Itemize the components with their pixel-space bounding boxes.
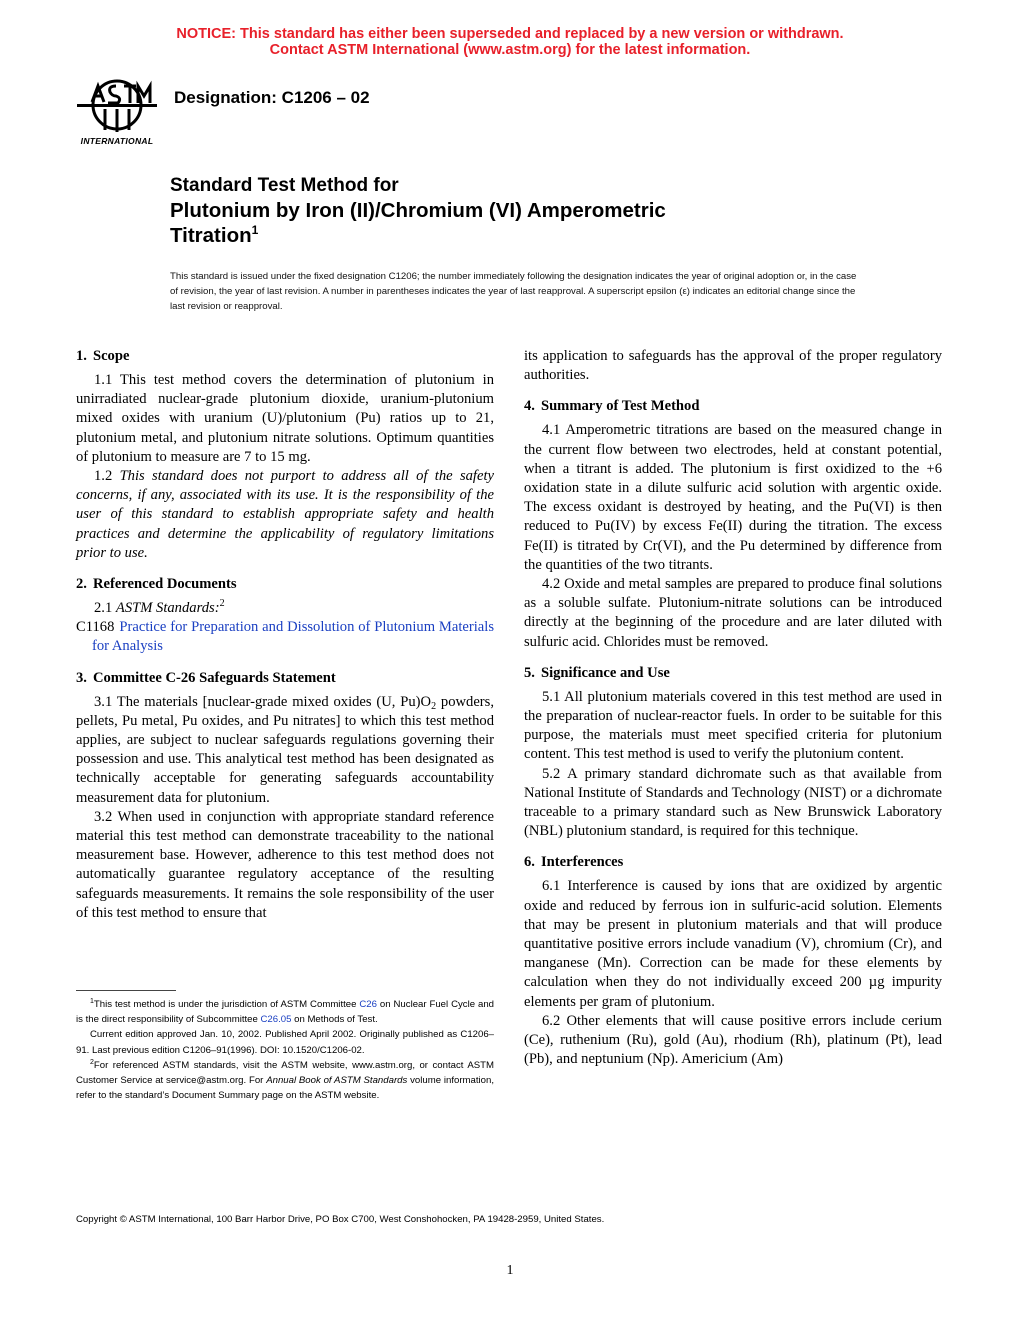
- committee-c26-link[interactable]: C26: [359, 999, 377, 1010]
- safety-caveat: This standard does not purport to address all of the safety concerns, if any, associated with its use. It is the responsibility of the user of this standard to establish appropriate safety and health practices and determine the applicability of regulatory limitations prior to use.: [76, 468, 494, 561]
- section-number: 6.: [524, 854, 535, 871]
- paragraph-3-2-continued: its application to safeguards has the approval of the proper regulatory authorities.: [524, 348, 942, 384]
- section-number: 4.: [524, 398, 535, 415]
- reference-link-c1168[interactable]: Practice for Preparation and Dissolution of Plutonium Materials for Analysis: [92, 619, 494, 655]
- reference-code: C1168: [76, 619, 115, 636]
- paragraph-5-2: 5.2 A primary standard dichromate such as that available from National Institute of Standards and Technology (NIST) or a dichromate traceable to a primary standard such as New Brunswick Laboratory (NBL) plutonium standard, is required for this technique.: [524, 765, 942, 840]
- paragraph-6-1: 6.1 Interference is caused by ions that are oxidized by argentic oxide and reduced by ferrous ion in sulfuric-acid solution. Elements that may be present in plutonium materials and that will produce quantitative positive errors include vanadium (V), chromium (Cr), and manganese (Mn). Correction can be made for these elements by calculation when they do not individually exceed 200 µg impurity elements per gram of plutonium.: [524, 878, 942, 1010]
- section-heading-summary: [524, 397, 942, 416]
- issuance-statement: This standard is issued under the fixed designation C1206; the number immediately following the designation indicates the year of original adoption or, in the case of revision, the year of last revision. A number in parentheses indicates the year of last reapproval. A superscript epsilon (ε) indicates an editorial change since the last revision or reapproval.: [170, 271, 857, 312]
- title-line-1: Plutonium by Iron (II)/Chromium (VI) Amperometric: [170, 199, 666, 222]
- designation: Designation: C1206 – 02: [174, 88, 370, 107]
- paragraph-3-1: [76, 693, 494, 808]
- section-heading-scope: [76, 347, 494, 366]
- paragraph-number: 1.2: [94, 468, 113, 485]
- section-title: Significance and Use: [540, 664, 670, 681]
- footnote-text: volume information, refer to the standard’s Document Summary page on the ASTM website.: [76, 1075, 494, 1102]
- footnote-text: on Methods of Test.: [291, 1014, 378, 1026]
- footnote-italic: Annual Book of ASTM Standards: [266, 1075, 408, 1087]
- section-number: 3.: [76, 669, 87, 686]
- footnotes: [76, 997, 494, 1103]
- left-column: [76, 347, 494, 923]
- withdrawn-notice: [0, 26, 1020, 58]
- footnote-2: [76, 1058, 494, 1104]
- document-title: [170, 174, 870, 248]
- paragraph-1-2: [76, 467, 494, 563]
- notice-line-2: Contact ASTM International (www.astm.org) for the latest information.: [269, 42, 751, 58]
- title-footnote-mark[interactable]: 1: [251, 223, 259, 237]
- section-title: Referenced Documents: [92, 576, 237, 593]
- section-number: 2.: [76, 576, 87, 593]
- section-heading-referenced-documents: [76, 575, 494, 594]
- section-number: 5.: [524, 664, 535, 681]
- section-number: 1.: [76, 348, 87, 364]
- paragraph-text: powders, pellets, Pu metal, Pu oxides, and Pu nitrates] to which this test method applies, are subject to nuclear safeguards regulations governing their possession and use. This analytical test method has been designated as technically acceptable for generating safeguards accountability measurement data for plutonium.: [76, 693, 494, 806]
- copyright-notice: Copyright © ASTM International, 100 Barr Harbor Drive, PO Box C700, West Conshohocken, PA 19428-2959, United States.: [76, 1214, 605, 1225]
- paragraph-4-1: 4.1 Amperometric titrations are based on the measured change in the current flow between two electrodes, held at constant potential, when a titrant is added. The plutonium is first oxidized to the +6 oxidation state in a dilute sulfuric acid solution with argentic oxide. The excess oxidant is destroyed by heating, and the Pu(VI) is then reduced to Pu(IV) by excess Fe(II) during the titration. The excess Fe(II) is titrated by Cr(VI), and the Pu determined by difference from the quantities of the two titrants.: [524, 422, 942, 573]
- astm-standards-label: ASTM Standards:: [115, 600, 220, 617]
- paragraph-number: 2.1: [94, 600, 113, 617]
- footnote-mark: 1: [90, 998, 94, 1005]
- section-title: Committee C-26 Safeguards Statement: [92, 669, 336, 686]
- footnote-1-edition: Current edition approved Jan. 10, 2002. Published April 2002. Originally published as C1206–91. Last previous edition C1206–91(1996). DOI: 10.1520/C1206-02.: [76, 1029, 494, 1056]
- paragraph-text: 3.1 The materials [nuclear-grade mixed oxides (U, Pu)O: [94, 693, 432, 710]
- section-heading-significance: [524, 664, 942, 683]
- title-line-2-text: Titration: [170, 224, 252, 247]
- right-column: [524, 347, 942, 1070]
- paragraph-5-1: 5.1 All plutonium materials covered in this test method are used in the preparation of nuclear-reactor fuels. In order to be suitable for this purpose, the materials must meet specified criteria for plutonium content. This test method is used to verify the plutonium content.: [524, 688, 942, 763]
- footnote-text: For referenced ASTM standards, visit the ASTM website, www.astm.org, or contact ASTM Customer Service at service@astm.org. For: [76, 1059, 494, 1087]
- paragraph-6-2: 6.2 Other elements that will cause positive errors include cerium (Ce), ruthenium (Ru), gold (Au), rhodium (Rh), platinum (Pt), lead (Pb), and neptunium (Np). Americium (Am): [524, 1012, 942, 1068]
- paragraph-3-2: 3.2 When used in conjunction with appropriate standard reference material this test method can demonstrate traceability to the national measurement base. However, adherence to this test method does not automatically guarantee regulatory acceptance of the resulting safeguards measurements. It remains the sole responsibility of the user of this test method to ensure that: [76, 808, 494, 921]
- logo-wordmark: INTERNATIONAL: [80, 136, 154, 146]
- footnote-ref-2[interactable]: 2: [219, 598, 225, 610]
- section-heading-interferences: [524, 853, 942, 872]
- section-heading-committee: [76, 669, 494, 688]
- paragraph-1-1: 1.1 This test method covers the determination of plutonium in unirradiated nuclear-grade plutonium dioxide, uranium-plutonium mixed oxides with uranium (U)/plutonium (Pu) ratios up to 21, plutonium metal, and plutonium nitrate solutions. Optimum quantities of plutonium to measure are 7 to 15 mg.: [76, 372, 494, 465]
- section-title: Scope: [92, 348, 130, 364]
- astm-logo-icon: [72, 76, 162, 138]
- section-title: Summary of Test Method: [540, 398, 700, 415]
- title-prefix: Standard Test Method for: [170, 175, 399, 196]
- paragraph-2-1: [76, 599, 494, 618]
- page-number: 1: [506, 1263, 514, 1278]
- footnote-text: This test method is under the jurisdiction of ASTM Committee: [93, 999, 360, 1010]
- subscript: 2: [431, 700, 437, 712]
- footnote-divider: [76, 990, 176, 991]
- paragraph-4-2: 4.2 Oxide and metal samples are prepared to produce final solutions as a soluble sulfate. Plutonium-nitrate solutions can be introduced directly at the beginning of the procedure and are later diluted with sulfuric acid. Chlorides must be removed.: [524, 576, 942, 650]
- footnote-text: on Nuclear Fuel Cycle and is the direct responsibility of Subcommittee: [76, 999, 494, 1026]
- notice-line-1: NOTICE: This standard has either been superseded and replaced by a new version or withdrawn.: [176, 26, 844, 42]
- astm-logo: [72, 76, 162, 152]
- subcommittee-c26-05-link[interactable]: C26.05: [260, 1014, 292, 1026]
- section-title: Interferences: [540, 854, 624, 871]
- footnote-1: [76, 997, 494, 1027]
- title-line-2: [170, 223, 870, 248]
- reference-c1168: [76, 618, 494, 656]
- footnote-mark: 2: [90, 1058, 94, 1066]
